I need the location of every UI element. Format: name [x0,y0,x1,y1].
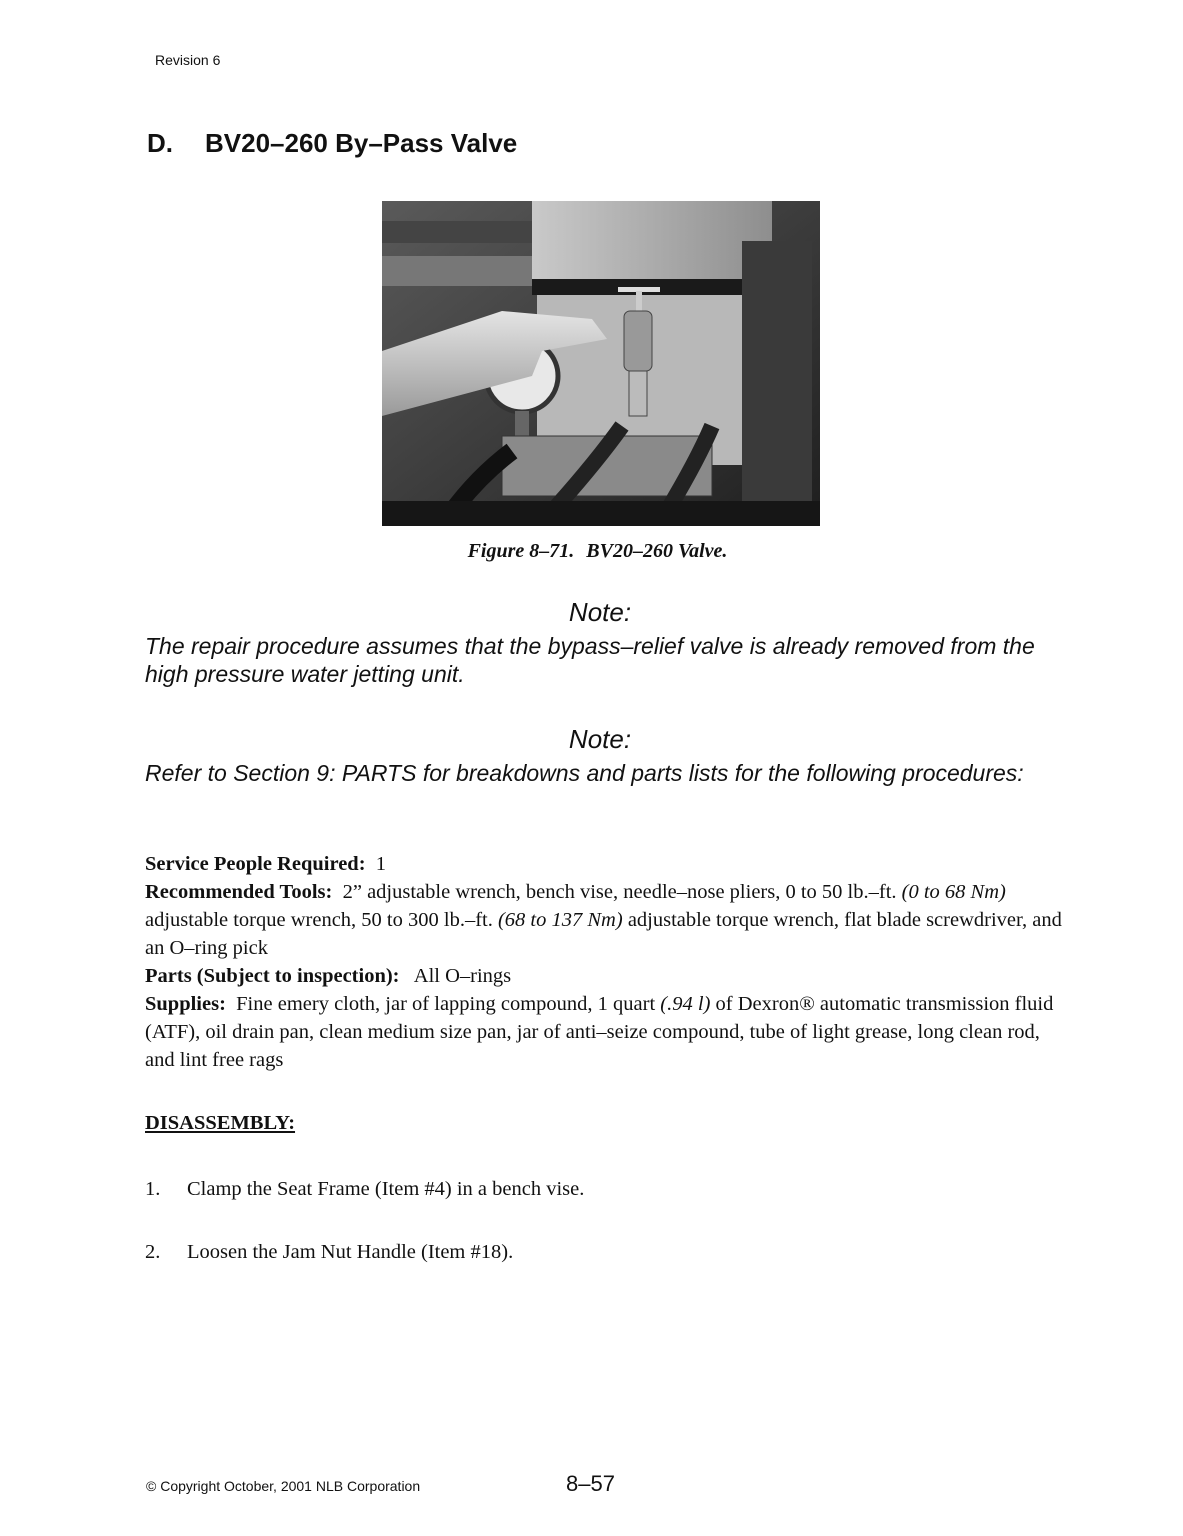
step-number: 1. [145,1178,161,1200]
supplies-metric: (.94 l) [660,993,711,1015]
section-letter: D. [147,128,173,158]
note-text-2: Refer to Section 9: PARTS for breakdowns and parts lists for the following procedures: [145,760,1024,786]
supplies-label: Supplies: [145,993,226,1015]
disassembly-heading: DISASSEMBLY: [145,1112,296,1134]
revision-label: Revision 6 [155,52,221,68]
step-1 [145,1178,584,1201]
supplies-text-2: of Dexron® automatic transmission fluid (ATF), oil drain pan, clean medium size pan, jar of anti–seize compound, tube of light grease, long clean rod, and lint free rags [145,993,1054,1071]
figure-title: BV20–260 Valve. [586,540,728,562]
valve-photo [382,201,820,526]
copyright: © Copyright October, 2001 NLB Corporation [146,1478,421,1494]
figure-label: Figure 8–71. [467,540,575,562]
note-heading-2: Note: [568,724,632,754]
parts-value: All O–rings [413,965,512,987]
parts-label: Parts (Subject to inspection): [145,965,400,987]
service-label: Service People Required: [145,853,366,875]
tools-text-1: 2” adjustable wrench, bench vise, needle–nose pliers, 0 to 50 lb.–ft. [342,881,897,903]
step-number: 2. [145,1241,161,1263]
section-title [147,128,517,159]
tools-metric-1: (0 to 68 Nm) [901,881,1006,903]
tools-text-3: adjustable torque wrench, flat blade screwdriver, and an O–ring pick [145,909,1062,959]
note-heading-1: Note: [568,597,632,627]
service-value: 1 [375,853,387,875]
tools-label: Recommended Tools: [145,881,333,903]
step-text: Loosen the Jam Nut Handle (Item #18). [187,1241,514,1263]
supplies-text-1: Fine emery cloth, jar of lapping compound, 1 quart [236,993,656,1015]
section-title-text: BV20–260 By–Pass Valve [205,128,518,158]
step-2 [145,1241,513,1264]
requirements-block [145,850,1065,1074]
note-text-1: The repair procedure assumes that the bypass–relief valve is already removed from the high pressure water jetting unit. [145,633,1035,687]
figure-caption [0,540,1183,563]
tools-metric-2: (68 to 137 Nm) [497,909,623,931]
tools-text-2: adjustable torque wrench, 50 to 300 lb.–ft. [145,909,493,931]
step-text: Clamp the Seat Frame (Item #4) in a bench vise. [187,1178,585,1200]
page-number: 8–57 [566,1471,615,1496]
